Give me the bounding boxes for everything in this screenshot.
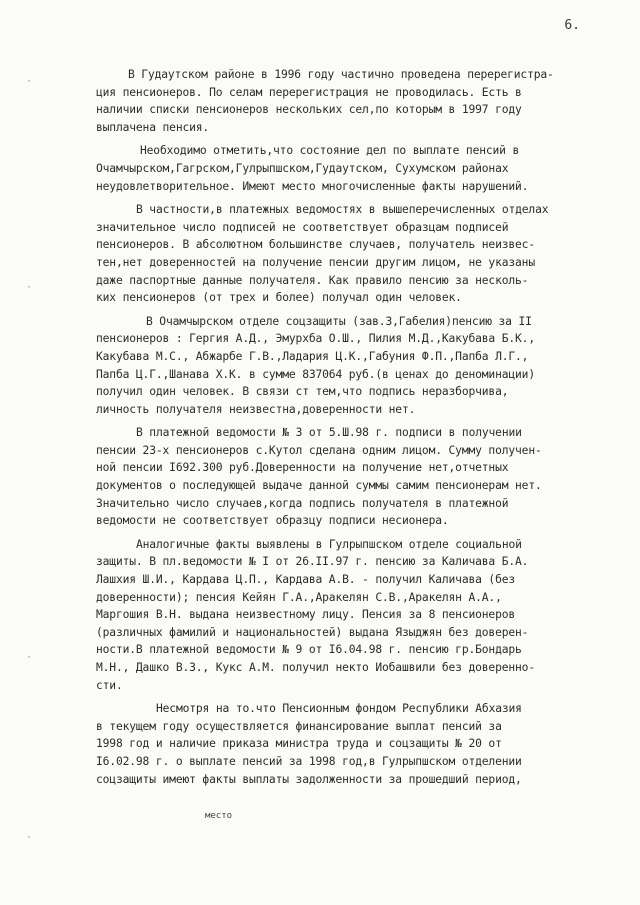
paragraph-6 — [96, 536, 614, 694]
text-line: выплачена пенсия. — [96, 120, 210, 134]
document-body — [96, 66, 614, 794]
text-line: Маргошия В.Н. выдана неизвестному лицу. Пенсия за 8 пенсионеров — [96, 608, 516, 622]
margin-mark: · — [26, 832, 33, 843]
text-line: соцзащиты имеют факты выплаты задолженности за прошедший период, — [96, 772, 522, 786]
text-line: защиты. В пл.ведомости № I от 26.II.97 г. пенсию за Каличава Б.А. — [96, 555, 529, 569]
text-line: сти. — [96, 678, 123, 692]
text-line: Несмотря на то.что Пенсионным фондом Республики Абхазия — [156, 702, 522, 716]
text-line: 1998 год и наличие приказа министра труда и соцзащиты № 20 от — [96, 737, 502, 751]
margin-mark: · — [26, 76, 33, 87]
paragraph-7 — [96, 700, 614, 788]
text-line: тен,нет доверенностей на получение пенсии другим лицом, не указаны — [96, 255, 535, 269]
paragraph-3 — [96, 201, 614, 307]
text-line: В Очамчырском отделе соцзащиты (зав.З,Габелия)пенсию за II — [146, 314, 532, 328]
text-line: в текущем году осуществляется финансирование выплат пенсий за — [96, 719, 502, 733]
text-line: ких пенсионеров (от трех и более) получал один человек. — [96, 291, 462, 305]
text-line: доверенности); пенсия Кейян Г.А.,Аракелян С.В.,Аракелян А.А., — [96, 590, 502, 604]
paragraph-2 — [96, 142, 614, 195]
text-line: Очамчырском,Гагрском,Гулрыпшском,Гудаутском, Сухумском районах — [96, 161, 509, 175]
text-line: I6.02.98 г. о выплате пенсий за 1998 год,в Гулрыпшском отделении — [96, 754, 522, 768]
text-line: Какубава М.С., Абжарбе Г.В.,Ладария Ц.К.,Габуния Ф.П.,Папба Л.Г., — [96, 349, 529, 363]
text-line: В частности,в платежных ведомостях в вышеперечисленных отделах — [136, 203, 549, 217]
text-line: документов о последующей выдаче данной суммы самим пенсионерам нет. — [96, 479, 542, 493]
text-line: личность получателя неизвестна,доверенности нет. — [96, 402, 416, 416]
handwritten-insertion: место — [205, 811, 233, 821]
paragraph-1 — [96, 66, 614, 136]
text-line: Папба Ц.Г.,Шанава Х.К. в сумме 837064 руб.(в ценах до деноминации) — [96, 367, 535, 381]
text-line: (различных фамилий и национальностей) выдана Языджян без доверен- — [96, 625, 529, 639]
text-line: Необходимо отметить,что состояние дел по выплате пенсий в — [140, 144, 520, 158]
text-line: В платежной ведомости № 3 от 5.Ш.98 г. подписи в получении — [136, 426, 522, 440]
text-line: даже паспортные данные получателя. Как правило пенсию за несколь- — [96, 273, 529, 287]
text-line: ция пенсионеров. По селам перерегистрация не проводилась. Есть в — [96, 85, 522, 99]
text-line: В Гудаутском районе в 1996 году частично проведена перерегистра- — [128, 68, 554, 81]
text-line: Лашхия Ш.И., Кардава Ц.П., Кардава А.В. - получил Каличава (без — [96, 573, 516, 587]
paragraph-4 — [96, 313, 614, 419]
text-line: получил один человек. В связи ст тем,что подпись неразборчива, — [96, 385, 509, 399]
text-line: пенсионеров. В абсолютном большинстве случаев, получатель неизвес- — [96, 238, 535, 252]
text-line: значительное число подписей не соответствует образцам подписей — [96, 220, 509, 234]
text-line: пенсии 23-х пенсионеров с.Кутол сделана одним лицом. Сумму получен- — [96, 443, 542, 457]
text-line: ности.В платежной ведомости № 9 от I6.04.98 г. пенсию гр.Бондарь — [96, 643, 522, 657]
text-line: Значительно число случаев,когда подпись получателя в платежной — [96, 496, 509, 510]
margin-mark: · — [26, 282, 33, 293]
paragraph-5 — [96, 424, 614, 530]
text-line: ведомости не соответствует образцу подписи несионера. — [96, 514, 449, 528]
text-line: Аналогичные факты выявлены в Гулрыпшском отделе социальной — [136, 537, 522, 551]
text-line: наличии списки пенсионеров нескольких сел,по которым в 1997 году — [96, 103, 522, 117]
page-number: 6. — [564, 18, 580, 33]
text-line: неудовлетворительное. Имеют место многочисленные факты нарушений. — [96, 179, 529, 193]
text-line: М.Н., Дашко В.З., Кукс А.М. получил некто Иобашвили без доверенно- — [96, 661, 535, 674]
text-line: пенсионеров : Гергия А.Д., Эмурхба О.Ш., Пилия М.Д.,Какубава Б.К., — [96, 332, 535, 346]
text-line: ной пенсии I692.300 руб.Доверенности на получение нет,отчетных — [96, 461, 509, 475]
margin-mark: · — [26, 652, 33, 663]
